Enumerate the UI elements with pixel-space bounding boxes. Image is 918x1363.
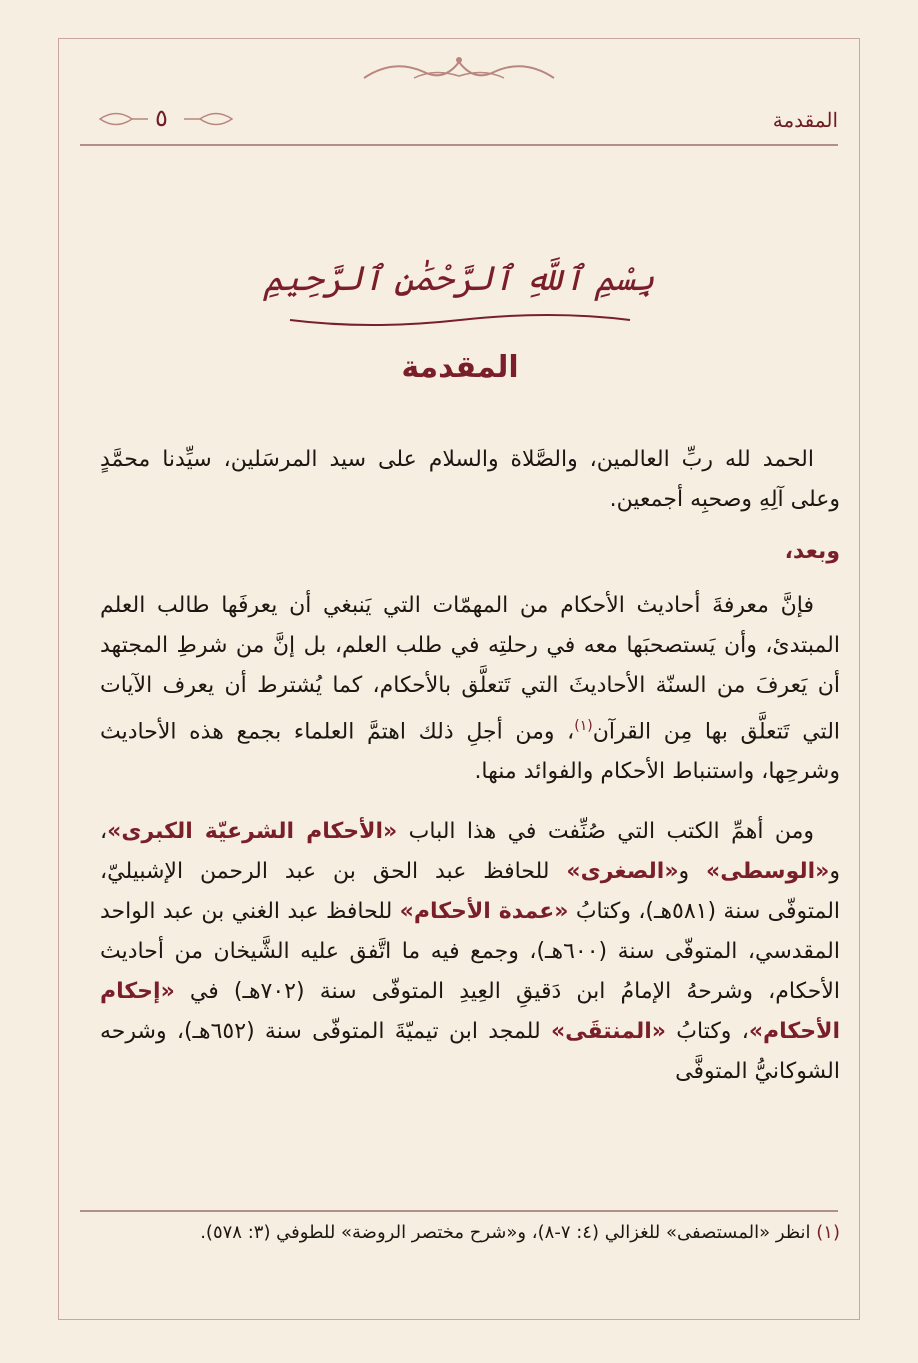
paragraph-hadith-importance: [100, 586, 840, 792]
footnote-text: انظر «المستصفى» للغزالي (٤: ٧-٨)، و«شرح مختصر الروضة» للطوفي (٣: ٥٧٨).: [200, 1222, 817, 1243]
basmala-swash-icon: [280, 310, 640, 330]
running-header-title: المقدمة: [772, 108, 838, 132]
book-title: «المنتقَى»: [550, 1019, 666, 1045]
text-span: ، وكتابُ: [666, 1019, 749, 1045]
basmala: بِسْمِ ٱللَّهِ ٱلرَّحْمَٰنِ ٱلرَّحِيمِ: [263, 259, 655, 299]
header-rule: [80, 144, 838, 146]
book-title: «الصغرى»: [566, 859, 679, 885]
book-title: «الوسطى»: [706, 859, 830, 885]
paragraph-heading-wabad: وبعد،: [784, 539, 840, 564]
text-span: للحافظ عبد الحق بن عبد الرحمن الإشبيليّ، المتوفّى سنة (٥٨١هـ)، وكتابُ: [100, 859, 841, 925]
footnote-reference: (١): [574, 718, 593, 734]
text-span: فإنَّ معرفةَ أحاديث الأحكام من المهمّات التي يَنبغي أن يعرفَها طالب العلم المبتدئ، وأن يَستصحبَها معه في رحلتِه في طلب العلم، بل إنَّ من شرطِ المجتهد أن يَعرفَ من السنّة الأحاديثَ التي تَتعلَّق بالأحكام، كما يُشترط أن يعرف الآيات التي تَتعلَّق بها مِن القرآن: [100, 593, 841, 745]
text-span: ، ومن أجلِ ذلك اهتمَّ العلماء بجمع هذه الأحاديث وشرحِها، واستنباط الأحكام والفوائد منها.: [100, 719, 840, 785]
main-text: [100, 440, 840, 1112]
footnote-rule: [80, 1210, 838, 1212]
text-span: للحافظ عبد الغني بن عبد الواحد المقدسي، المتوفّى سنة (٦٠٠هـ)، وجمع فيه ما اتَّفق عليه الشَّيخان من أحاديث الأحكام، وشرحهُ الإمامُ ابن دَقيقِ العِيدِ المتوفّى سنة (٧٠٢هـ) في: [100, 899, 840, 1005]
text-span: و: [678, 859, 707, 885]
book-title: «عمدة الأحكام»: [399, 899, 569, 925]
text-span: للمجد ابن تيميّةَ المتوفّى سنة (٦٥٢هـ)، وشرحه الشوكانيُّ المتوفَّى: [100, 1019, 840, 1085]
paragraph-books: [100, 812, 840, 1092]
footnote: [100, 1222, 840, 1243]
section-title: المقدمة: [401, 350, 519, 385]
top-ornament-icon: [354, 48, 564, 88]
book-title: «إحكام الأحكام»: [100, 979, 840, 1045]
text-span: ، و: [100, 819, 840, 885]
paragraph-praise: الحمد لله ربِّ العالمين، والصَّلاة والسلام على سيد المرسَلين، سيِّدنا محمَّدٍ وعلى آلِهِ وصحبِه أجمعين.: [100, 447, 840, 512]
footnote-number: (١): [816, 1222, 840, 1243]
page-number: ٥: [155, 104, 168, 132]
book-title: «الأحكام الشرعيّة الكبرى»: [107, 819, 398, 845]
header-ornament-icon: [96, 106, 236, 132]
text-span: ومن أهمِّ الكتب التي صُنِّفت في هذا الباب: [397, 819, 814, 845]
